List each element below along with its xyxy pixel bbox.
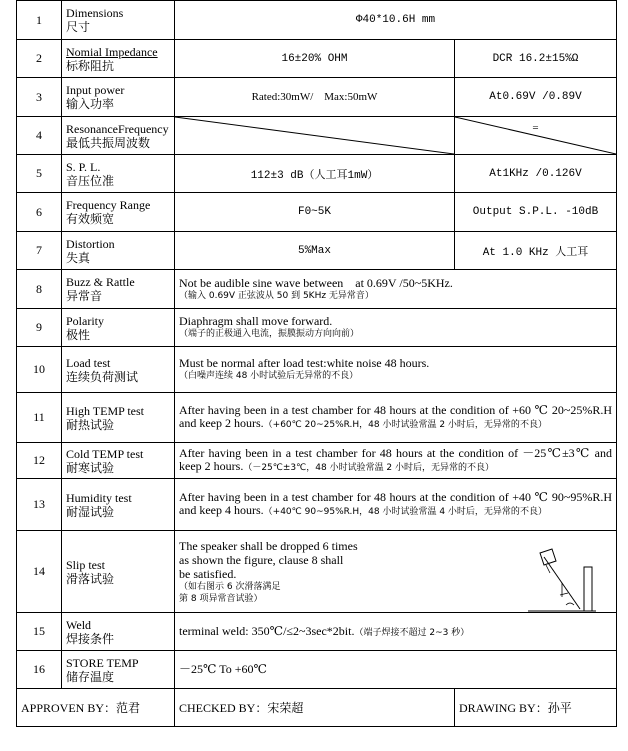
row-number: 10 (17, 347, 62, 393)
humidity-description: After having been in a test chamber for 48 hours at the condition of +40 ℃ 90~95%R.H and keep 4 hours.（+40℃ 90~95%R.H，48 小时试验常温 4 小时后，无异常的不良） (175, 479, 617, 531)
approved-by: APPROVEN BY：范君 (17, 689, 175, 727)
table-row (17, 1, 617, 40)
spec-sheet (16, 0, 616, 743)
cold-temp-description: After having been in a test chamber for 48 hours at the condition of －25℃±3℃ and keep 2 hours.（－25℃±3℃，48 小时试验常温 2 小时后，无异常的不良） (175, 443, 617, 479)
table-row (17, 443, 617, 479)
table-row (17, 155, 617, 193)
item-name: ResonanceFrequency 最低共振周波数 (62, 117, 175, 155)
dcr-value: DCR 16.2±15%Ω (455, 40, 617, 78)
item-name: S. P. L. 音压位准 (62, 155, 175, 193)
spl-value: 112±3 dB（人工耳1mW） (175, 155, 455, 193)
row-number: 1 (17, 1, 62, 40)
table-row (17, 613, 617, 651)
buzz-description: Not be audible sine wave between at 0.69V /50~5KHz. （输入 0.69V 正弦波从 50 到 5KHz 无异常音） (175, 270, 617, 309)
item-name: Polarity 极性 (62, 309, 175, 347)
item-name: Cold TEMP test 耐寒试验 (62, 443, 175, 479)
row-number: 5 (17, 155, 62, 193)
row-number: 2 (17, 40, 62, 78)
distortion-condition: At 1.0 KHz 人工耳 (455, 232, 617, 270)
power-rating: Rated:30mW/ Max:50mW (175, 78, 455, 117)
row-number: 7 (17, 232, 62, 270)
row-number: 11 (17, 393, 62, 443)
impedance-value: 16±20% OHM (175, 40, 455, 78)
distortion-value: 5%Max (175, 232, 455, 270)
row-number: 8 (17, 270, 62, 309)
item-name: Humidity test 耐湿试验 (62, 479, 175, 531)
spec-table (16, 0, 617, 727)
store-temp-description: －25℃ To +60℃ (175, 651, 617, 689)
item-name: High TEMP test 耐热试验 (62, 393, 175, 443)
diagonal-line (175, 117, 454, 154)
drawing-by: DRAWING BY：孙平 (455, 689, 617, 727)
slip-test-figure (522, 547, 602, 615)
table-row (17, 117, 617, 155)
power-condition: At0.69V /0.89V (455, 78, 617, 117)
item-name: STORE TEMP 储存温度 (62, 651, 175, 689)
item-name: Distortion 失真 (62, 232, 175, 270)
table-row (17, 232, 617, 270)
table-row (17, 393, 617, 443)
row-number: 16 (17, 651, 62, 689)
item-name: Slip test 滑落试验 (62, 531, 175, 613)
item-name: Weld 焊接条件 (62, 613, 175, 651)
item-name: Dimensions 尺寸 (62, 1, 175, 40)
load-test-description: Must be normal after load test:white noise 48 hours. （白噪声连续 48 小时试验后无异常的不良） (175, 347, 617, 393)
table-row (17, 651, 617, 689)
item-name: Load test 连续负荷测试 (62, 347, 175, 393)
table-row (17, 270, 617, 309)
row-number: 4 (17, 117, 62, 155)
signature-row (17, 689, 617, 727)
table-row (17, 531, 617, 613)
item-name: Frequency Range 有效频宽 (62, 193, 175, 232)
resonance-condition: = (455, 117, 617, 155)
slip-test-description: The speaker shall be dropped 6 times as shown the figure, clause 8 shall be satisfied. （如右图示 6 次滑落满足 第 8 项异常音试验） (175, 531, 617, 613)
table-row (17, 479, 617, 531)
item-name: Nomial Impedance 标称阻抗 (62, 40, 175, 78)
high-temp-description: After having been in a test chamber for 48 hours at the condition of +60 ℃ 20~25%R.H and keep 2 hours.（+60℃ 20~25%R.H，48 小时试验常温 2 小时后，无异常的不良） (175, 393, 617, 443)
row-number: 13 (17, 479, 62, 531)
empty-diagonal-cell (175, 117, 455, 155)
row-number: 15 (17, 613, 62, 651)
item-name: Input power 输入功率 (62, 78, 175, 117)
table-row (17, 309, 617, 347)
table-row (17, 78, 617, 117)
table-row (17, 40, 617, 78)
spl-condition: At1KHz /0.126V (455, 155, 617, 193)
row-number: 12 (17, 443, 62, 479)
table-row (17, 347, 617, 393)
checked-by: CHECKED BY：宋荣超 (175, 689, 455, 727)
row-number: 3 (17, 78, 62, 117)
weld-description: terminal weld: 350℃/≤2~3sec*2bit.（端子焊接不超过 2~3 秒） (175, 613, 617, 651)
row-number: 9 (17, 309, 62, 347)
frequency-range-condition: Output S.P.L. -10dB (455, 193, 617, 232)
table-row (17, 193, 617, 232)
frequency-range-value: F0~5K (175, 193, 455, 232)
item-name: Buzz & Rattle 异常音 (62, 270, 175, 309)
row-number: 6 (17, 193, 62, 232)
row-number: 14 (17, 531, 62, 613)
dimension-value: Φ40*10.6H mm (175, 1, 617, 40)
polarity-description: Diaphragm shall move forward. （端子的正极通入电流，振膜振动方向向前） (175, 309, 617, 347)
